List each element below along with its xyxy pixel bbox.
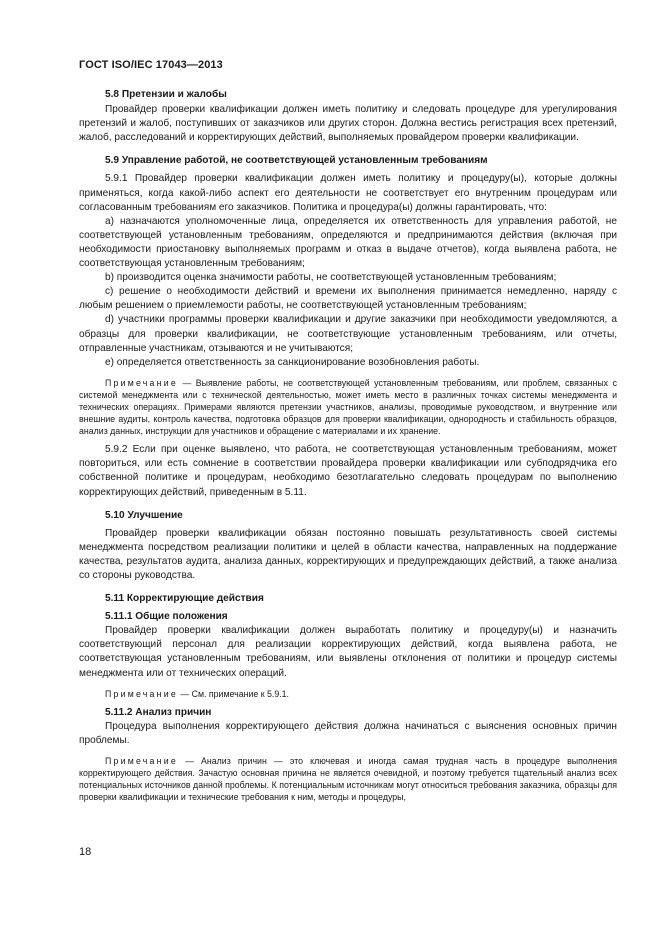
paragraph: Провайдер проверки квалификации должен выработать политику и процедуру(ы) и назначить соответствующий персонал для реализации корректирующих действий, когда выявлена работа, не соответствующая установленным требованиям, или выявлены отклонения от политики и процедур системы менеджмента или от технических операций. xyxy=(79,625,617,679)
note-label: Примечание xyxy=(105,756,178,767)
document-header: ГОСТ ISO/IEC 17043—2013 xyxy=(79,59,223,71)
section-heading-5-9: 5.9 Управление работой, не соответствующей установленным требованиям xyxy=(105,155,488,167)
note-5-11-2: Примечание — Анализ причин — это ключевая и иногда самая трудная часть в процедуре выполнения корректирующего действия. Зачастую основная причина не является очевидной, и поэтому требуется тщательный анализ всех потенциальных источников данной проблемы. К потенциальным источникам могут относиться требования заказчика, образцы для проверки квалификации и технические требования к ним, методы и процедуры, xyxy=(79,756,617,803)
paragraph: Провайдер проверки квалификации обязан постоянно повышать результативность своей системы менеджмента посредством реализации политики и целей в области качества, направленных на поддержание качества, результатов аудита, анализа данных, корректирующих и предупреждающих действий, а также анализа со стороны руководства. xyxy=(79,527,617,581)
subsection-heading-5-11-2: 5.11.2 Анализ причин xyxy=(105,706,212,718)
note-text: См. примечание к 5.9.1. xyxy=(191,688,290,699)
paragraph: 5.9.2 Если при оценке выявлено, что работа, не соответствующая установленным требованиям, может повториться, или есть сомнение в соответствии провайдера проверки квалификации или субподрядчика его собственной политике и процедурам, необходимо безотлагательно следовать процедурам по выполнению корректирующих действий, приведенным в 5.11. xyxy=(79,444,617,498)
section-heading-5-8: 5.8 Претензии и жалобы xyxy=(105,89,227,100)
section-heading-5-11: 5.11 Корректирующие действия xyxy=(105,593,264,605)
subsection-heading-5-11-1: 5.11.1 Общие положения xyxy=(105,611,228,623)
list-item-d: d) участники программы проверки квалификации и другие заказчики при необходимости уведомляются, а образцы для проверки квалификации, не соответствующие установленным требованиям, или отчеты, отправленные участникам, отзываются и не учитываются; xyxy=(79,314,617,354)
note-5-11-1: Примечание — См. примечание к 5.9.1. xyxy=(105,688,290,699)
note-label: Примечание xyxy=(105,377,178,388)
note-5-9-1: Примечание — Выявление работы, не соответствующей установленным требованиям, или проблем, связанных с системой менеджмента или с технической деятельностью, может иметь место в различных точках системы менеджмента и технических операциях. Примерами являются претензии участников, анализы, проводимые руководством, и внутренние или внешние аудиты, контроль качества, подготовка образцов для проверки квалификации, однородность и стабильность образцов, анализ данных, инструкции для участников и обращение с материалами и их хранение. xyxy=(79,377,618,437)
note-text: Анализ причин — это ключевая и иногда самая трудная часть в процедуре выполнения корректирующего действия. Зачастую основная причина не является очевидной, и поэтому требуется тщательный анализ всех потенциальных источников данной проблемы. К потенциальным источникам могут относиться требования заказчика, образцы для проверки квалификации и технические требования к ним, методы и процедуры, xyxy=(79,756,617,803)
paragraph: Провайдер проверки квалификации должен иметь политику и следовать процедуре для урегулирования претензий и жалоб, поступивших от заказчиков или других сторон. Должна вестись регистрация всех претензий, жалоб, расследований и корректирующих действий, выполняемых провайдером проверки квалификации. xyxy=(79,104,617,144)
list-item-e: e) определяется ответственность за санкционирование возобновления работы. xyxy=(105,356,480,368)
note-label: Примечание xyxy=(105,688,178,699)
list-item-c: c) решение о необходимости действий и времени их выполнения принимается немедленно, наряду с любым решением о приемлемости работы, не соответствующей установленным требованиям; xyxy=(79,286,617,312)
page-number: 18 xyxy=(79,846,92,858)
paragraph: 5.9.1 Провайдер проверки квалификации должен иметь политику и процедуру(ы), которые должны применяться, когда какой-либо аспект его деятельности не соответствует его внутренним процедурам или согласованным требованиям его заказчиков. Политика и процедура(ы) должны гарантировать, что: xyxy=(79,173,617,213)
list-item-b: b) производится оценка значимости работы, не соответствующей установленным требованиям; xyxy=(105,272,557,284)
paragraph: Процедура выполнения корректирующего действия должна начинаться с выяснения основных причин проблемы. xyxy=(79,720,617,746)
note-text: Выявление работы, не соответствующей установленным требованиям, или проблем, связанных с системой менеджмента или с технической деятельностью, может иметь место в различных точках системы менеджмента и технических операциях. Примерами являются претензии участников, анализы, проводимые руководством, и внутренние или внешние аудиты, контроль качества, подготовка образцов для проверки квалификации, однородность и стабильность образцов, анализ данных, инструкции для участников и обращение с материалами и их хранение. xyxy=(79,377,618,437)
document-body xyxy=(79,88,617,809)
list-item-a: а) назначаются уполномоченные лица, определяется их ответственность для управления работой, не соответствующей установленным требованиям, определяются и предпринимаются действия (включая при необходимости приостановку выполняемых программ и отказ в выдаче отчетов), когда выявлена работа, не соответствующая установленным требованиям; xyxy=(79,215,617,270)
section-heading-5-10: 5.10 Улучшение xyxy=(105,509,183,521)
